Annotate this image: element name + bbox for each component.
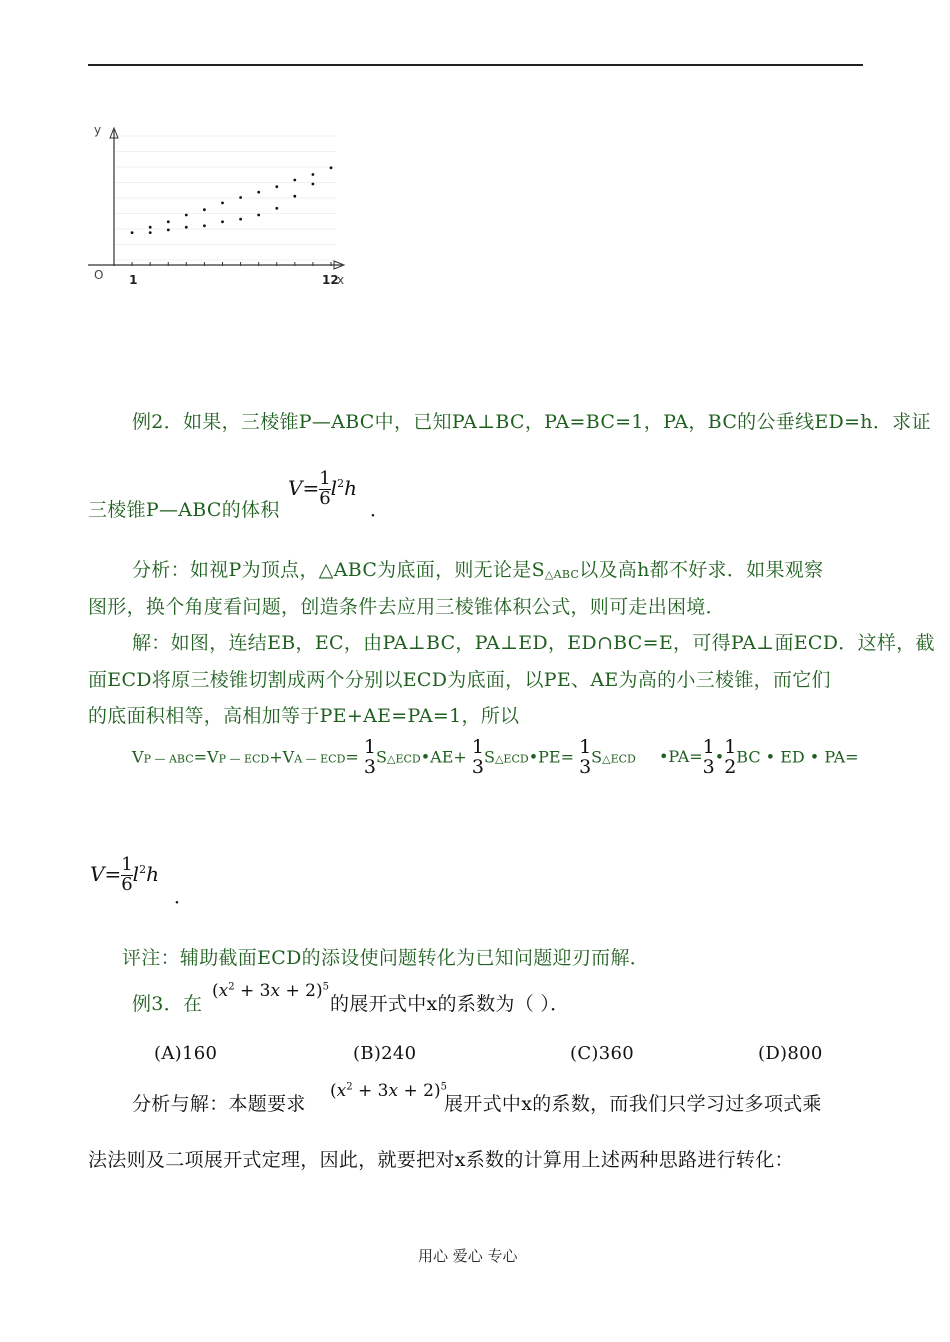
formula-chain xyxy=(132,738,859,778)
answer-line2: 法法则及二项展开式定理，因此，就要把对x系数的计算用上述两种思路进行转化： xyxy=(88,1149,794,1171)
x-tick-label: 12 xyxy=(322,273,339,287)
data-point xyxy=(131,231,134,234)
expr-open: ( xyxy=(330,1081,337,1101)
expr-exp5: 5 xyxy=(440,1081,447,1093)
denominator: 3 xyxy=(702,755,715,778)
f-sub2: P — ECD xyxy=(218,752,270,766)
denominator: 3 xyxy=(363,755,377,778)
numerator: 1 xyxy=(363,736,377,758)
f-sub-ecd3: △ECD xyxy=(602,752,636,766)
result-period: ． xyxy=(174,886,194,908)
ex3-prefix: 例3．在 xyxy=(132,993,203,1015)
expr-x: x xyxy=(218,981,229,1001)
f-sub-ecd2: △ECD xyxy=(494,752,529,766)
data-point xyxy=(330,166,333,169)
numerator: 1 xyxy=(319,468,331,489)
data-point xyxy=(221,220,224,223)
analysis-sub: △ABC xyxy=(544,568,580,581)
expr-mid: + 3 xyxy=(234,981,271,1001)
volume-formula-2 xyxy=(90,856,159,895)
eq-sign: = xyxy=(104,861,122,886)
analysis-line2: 图形，换个角度看问题，创造条件去应用三棱锥体积公式，则可走出困境． xyxy=(88,596,725,618)
expr-exp2: 2 xyxy=(346,1081,353,1093)
header-rule xyxy=(88,64,863,66)
f-dot: • xyxy=(714,747,725,767)
ex2-line2: 三棱锥P—ABC的体积 xyxy=(88,499,280,521)
frac-half xyxy=(724,738,736,778)
denominator: 2 xyxy=(724,755,737,778)
frac-third-2 xyxy=(472,738,484,778)
volume-formula-1 xyxy=(288,470,357,509)
denominator: 6 xyxy=(121,873,133,895)
option-b: (B)240 xyxy=(353,1043,417,1064)
data-point xyxy=(221,202,224,205)
l-exponent: 2 xyxy=(337,477,345,491)
expr-exp5: 5 xyxy=(322,981,329,993)
solution-line2: 面ECD将原三棱锥切割成两个分别以ECD为底面，以PE、AE为高的小三棱锥，而它们 xyxy=(88,669,831,691)
data-point xyxy=(239,218,242,221)
solution-line1: 解：如图，连结EB，EC，由PA⊥BC，PA⊥ED，ED∩BC=E，可得PA⊥面ECD．这样，截 xyxy=(132,632,935,654)
answer-expression xyxy=(330,1081,447,1101)
analysis-line1 xyxy=(132,555,823,582)
denominator: 3 xyxy=(471,755,484,778)
ex2-period: ． xyxy=(370,499,390,521)
y-axis-label: y xyxy=(94,123,102,137)
v-symbol: V xyxy=(90,861,105,886)
f-v3: +V xyxy=(269,747,295,767)
option-d: (D)800 xyxy=(758,1043,823,1064)
ex2-line1: 例2．如果，三棱锥P—ABC中，已知PA⊥BC，PA=BC=1，PA，BC的公垂线ED=h．求证 xyxy=(132,411,931,433)
data-point xyxy=(149,226,152,229)
x-axis-label: x xyxy=(337,273,345,287)
numerator: 1 xyxy=(579,736,592,758)
data-point xyxy=(167,229,170,232)
data-point xyxy=(167,220,170,223)
numerator: 1 xyxy=(702,736,715,758)
data-point xyxy=(149,231,152,234)
f-tail: BC • ED • PA= xyxy=(736,747,859,767)
frac-third-1 xyxy=(364,738,376,778)
expr-x2: x xyxy=(388,1081,399,1101)
answer-prefix: 分析与解：本题要求 xyxy=(132,1093,306,1115)
data-point xyxy=(257,191,260,194)
f-sub3: A — ECD xyxy=(294,752,346,766)
solution-line3: 的底面积相等，高相加等于PE+AE=PA=1，所以 xyxy=(88,705,520,727)
h-symbol: h xyxy=(344,475,357,500)
data-point xyxy=(185,226,188,229)
expr-exp2: 2 xyxy=(228,981,235,993)
numerator: 1 xyxy=(724,736,737,758)
frac-third-3 xyxy=(579,738,591,778)
denominator: 6 xyxy=(319,487,331,509)
option-c: (C)360 xyxy=(570,1043,634,1064)
f-eq: = xyxy=(345,747,359,767)
f-s1: S xyxy=(376,747,387,767)
f-sub1: P — ABC xyxy=(143,752,194,766)
data-point xyxy=(312,183,315,186)
numerator: 1 xyxy=(121,854,133,875)
data-point xyxy=(203,208,206,211)
footer-text: 用心 爱心 专心 xyxy=(418,1247,518,1265)
option-a: (A)160 xyxy=(154,1043,218,1064)
data-point xyxy=(257,214,260,217)
eq-sign: = xyxy=(302,475,320,500)
data-point xyxy=(239,196,242,199)
comment-line: 评注：辅助截面ECD的添设使问题转化为已知问题迎刃而解． xyxy=(122,947,650,969)
data-point xyxy=(293,195,296,198)
l-symbol: l xyxy=(330,475,338,500)
ex3-suffix: 的展开式中x的系数为（ ）． xyxy=(330,993,570,1015)
expr-mid: + 3 xyxy=(352,1081,389,1101)
f-pa: •PA= xyxy=(658,747,703,767)
f-sub-ecd1: △ECD xyxy=(386,752,421,766)
f-s3: S xyxy=(591,747,603,767)
scatter-chart xyxy=(84,118,354,293)
data-point xyxy=(203,224,206,227)
l-symbol: l xyxy=(132,861,140,886)
f-s2: S xyxy=(483,747,495,767)
l-exponent: 2 xyxy=(139,863,147,877)
data-point xyxy=(185,214,188,217)
expr-x2: x xyxy=(270,981,281,1001)
f-ae: •AE+ xyxy=(420,747,467,767)
origin-label: O xyxy=(94,268,104,282)
f-v1: V xyxy=(132,747,144,767)
ex3-expression xyxy=(212,981,329,1001)
fraction-one-sixth xyxy=(121,856,132,895)
expr-end: + 2) xyxy=(280,981,323,1001)
data-point xyxy=(312,173,315,176)
v-symbol: V xyxy=(288,475,303,500)
expr-x: x xyxy=(336,1081,347,1101)
f-pe: •PE= xyxy=(528,747,574,767)
expr-open: ( xyxy=(212,981,219,1001)
data-point xyxy=(293,179,296,182)
denominator: 3 xyxy=(579,755,592,778)
expr-end: + 2) xyxy=(398,1081,441,1101)
answer-suffix: 展开式中x的系数，而我们只学习过多项式乘 xyxy=(444,1093,822,1115)
f-v2: =V xyxy=(193,747,219,767)
data-point xyxy=(275,185,278,188)
h-symbol: h xyxy=(146,861,159,886)
numerator: 1 xyxy=(471,736,484,758)
analysis-line1-b: 以及高h都不好求．如果观察 xyxy=(579,559,824,581)
frac-third-4 xyxy=(703,738,715,778)
analysis-line1-a: 分析：如视P为顶点，△ABC为底面，则无论是S xyxy=(132,559,545,581)
data-point xyxy=(275,207,278,210)
x-tick-label: 1 xyxy=(129,273,138,287)
fraction-one-sixth xyxy=(319,470,330,509)
